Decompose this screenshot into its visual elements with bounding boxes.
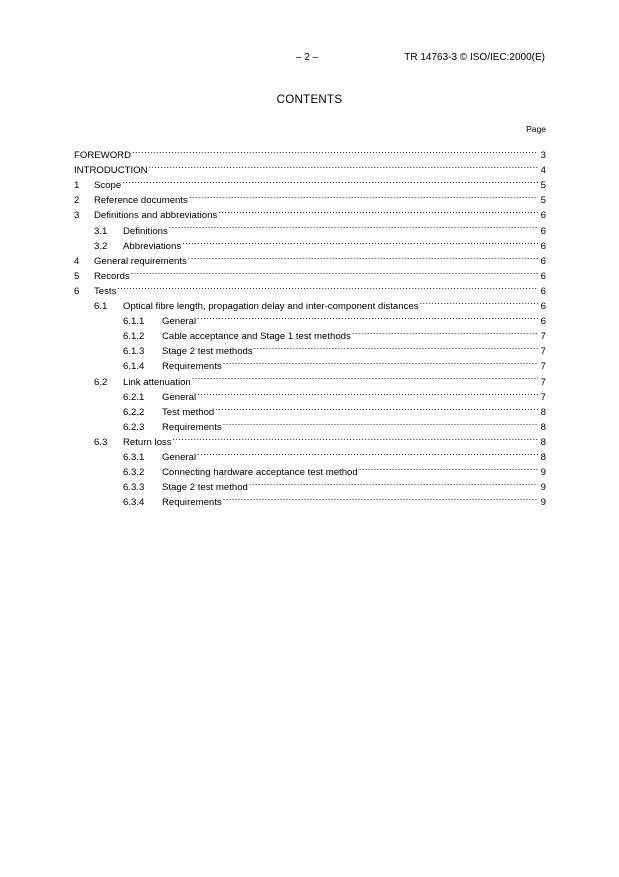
contents-title: CONTENTS: [276, 94, 343, 106]
toc-dot-leader: [122, 173, 538, 188]
toc-dot-leader: [189, 188, 538, 203]
toc-entry-title: Reference documents: [94, 195, 188, 207]
toc-entry-number: 3.2: [94, 240, 108, 252]
toc-entry-title: Scope: [94, 180, 122, 192]
toc-entry-title: General: [162, 391, 197, 403]
toc-dot-leader: [117, 279, 538, 294]
toc-entry[interactable]: [74, 279, 546, 297]
toc-entry-page: 9: [540, 497, 546, 509]
table-of-contents: [74, 143, 546, 509]
toc-entry-title: Test method: [162, 406, 215, 418]
toc-entry-title: Definitions and abbreviations: [94, 210, 218, 222]
toc-entry-title: Requirements: [162, 361, 222, 373]
page-header: [0, 51, 619, 65]
toc-entry-number: 1: [74, 180, 80, 192]
toc-dot-leader: [223, 354, 538, 369]
toc-entry-page: 6: [540, 301, 546, 313]
toc-entry-number: 6.3.4: [123, 497, 145, 509]
toc-entry-number: 2: [74, 195, 80, 207]
toc-dot-leader: [419, 294, 538, 309]
toc-entry-number: 6.2.1: [123, 391, 145, 403]
toc-entry-number: 6.3.2: [123, 467, 145, 479]
toc-dot-leader: [223, 415, 538, 430]
toc-entry[interactable]: [74, 294, 546, 313]
toc-entry-title: Abbreviations: [123, 240, 182, 252]
toc-entry-page: 4: [540, 165, 546, 177]
toc-entry-page: 6: [540, 225, 546, 237]
toc-dot-leader: [215, 400, 538, 415]
toc-dot-leader: [359, 460, 538, 475]
toc-entry-number: 3: [74, 210, 80, 222]
toc-entry[interactable]: [74, 173, 546, 192]
toc-entry-page: 6: [540, 270, 546, 282]
toc-dot-leader: [197, 445, 538, 460]
toc-entry-title: General: [162, 451, 197, 463]
toc-dot-leader: [131, 264, 538, 279]
toc-entry-page: 8: [540, 421, 546, 433]
toc-entry-title: Link attenuation: [123, 376, 191, 388]
toc-entry-page: 6: [540, 240, 546, 252]
toc-entry-page: 7: [540, 376, 546, 388]
toc-entry[interactable]: [74, 158, 546, 177]
toc-entry-page: 5: [540, 195, 546, 207]
toc-entry-page: 7: [540, 361, 546, 373]
toc-entry-title: Connecting hardware acceptance test method: [162, 467, 358, 479]
toc-entry-page: 9: [540, 467, 546, 479]
toc-entry-title: Definitions: [123, 225, 168, 237]
toc-entry-number: 6.2: [94, 376, 108, 388]
toc-entry-page: 8: [540, 406, 546, 418]
toc-dot-leader: [192, 369, 538, 384]
toc-entry-title: Records: [94, 270, 130, 282]
toc-dot-leader: [169, 218, 538, 233]
toc-entry-page: 6: [540, 210, 546, 222]
toc-entry-title: Requirements: [162, 497, 222, 509]
toc-entry-number: 6.1.2: [123, 331, 145, 343]
page-column-label: Page: [526, 124, 546, 134]
toc-dot-leader: [249, 475, 538, 490]
toc-entry-number: 6: [74, 285, 80, 297]
toc-entry-number: 6.1: [94, 301, 108, 313]
toc-dot-leader: [254, 339, 538, 354]
toc-entry-page: 3: [540, 150, 546, 162]
toc-entry-number: 6.3.1: [123, 451, 145, 463]
toc-entry[interactable]: [74, 143, 546, 162]
toc-entry-page: 6: [540, 285, 546, 297]
toc-entry[interactable]: [74, 264, 546, 282]
toc-dot-leader: [352, 324, 538, 339]
toc-entry-page: 6: [540, 255, 546, 267]
document-reference: TR 14763-3 © ISO/IEC:2000(E): [404, 52, 545, 63]
toc-entry-title: Requirements: [162, 421, 222, 433]
toc-dot-leader: [182, 234, 538, 249]
toc-entry-title: General requirements: [94, 255, 187, 267]
toc-entry-page: 8: [540, 451, 546, 463]
toc-entry-number: 6.3.3: [123, 482, 145, 494]
toc-entry-title: Tests: [94, 285, 117, 297]
toc-entry-page: 9: [540, 482, 546, 494]
toc-entry-number: 6.3: [94, 436, 108, 448]
toc-entry-number: 3.1: [94, 225, 108, 237]
toc-entry-page: 7: [540, 346, 546, 358]
toc-entry-page: 8: [540, 436, 546, 448]
page-number: – 2 –: [296, 52, 319, 63]
toc-entry-page: 7: [540, 331, 546, 343]
toc-entry-number: 6.2.2: [123, 406, 145, 418]
toc-entry-title: Return loss: [123, 436, 172, 448]
toc-entry-number: 6.1.3: [123, 346, 145, 358]
toc-entry-number: 6.2.3: [123, 421, 145, 433]
toc-entry[interactable]: [74, 188, 546, 207]
toc-dot-leader: [223, 490, 538, 505]
toc-dot-leader: [132, 143, 538, 158]
toc-dot-leader: [197, 385, 538, 400]
toc-entry-page: 7: [540, 391, 546, 403]
toc-entry-page: 6: [540, 316, 546, 328]
toc-entry-title: INTRODUCTION: [74, 165, 148, 177]
toc-dot-leader: [218, 203, 538, 218]
toc-entry-title: General: [162, 316, 197, 328]
toc-entry-title: Optical fibre length, propagation delay and inter-component distances: [123, 301, 419, 313]
toc-entry-number: 6.1.1: [123, 316, 145, 328]
toc-dot-leader: [173, 430, 538, 445]
toc-entry-number: 4: [74, 255, 80, 267]
toc-entry-title: FOREWORD: [74, 150, 132, 162]
toc-entry-number: 6.1.4: [123, 361, 145, 373]
toc-entry-title: Stage 2 test methods: [162, 346, 253, 358]
toc-entry-title: Stage 2 test method: [162, 482, 248, 494]
toc-entry-number: 5: [74, 270, 80, 282]
toc-dot-leader: [188, 249, 538, 264]
toc-entry-title: Cable acceptance and Stage 1 test methods: [162, 331, 351, 343]
toc-entry-page: 5: [540, 180, 546, 192]
toc-dot-leader: [149, 158, 538, 173]
toc-dot-leader: [197, 309, 538, 324]
